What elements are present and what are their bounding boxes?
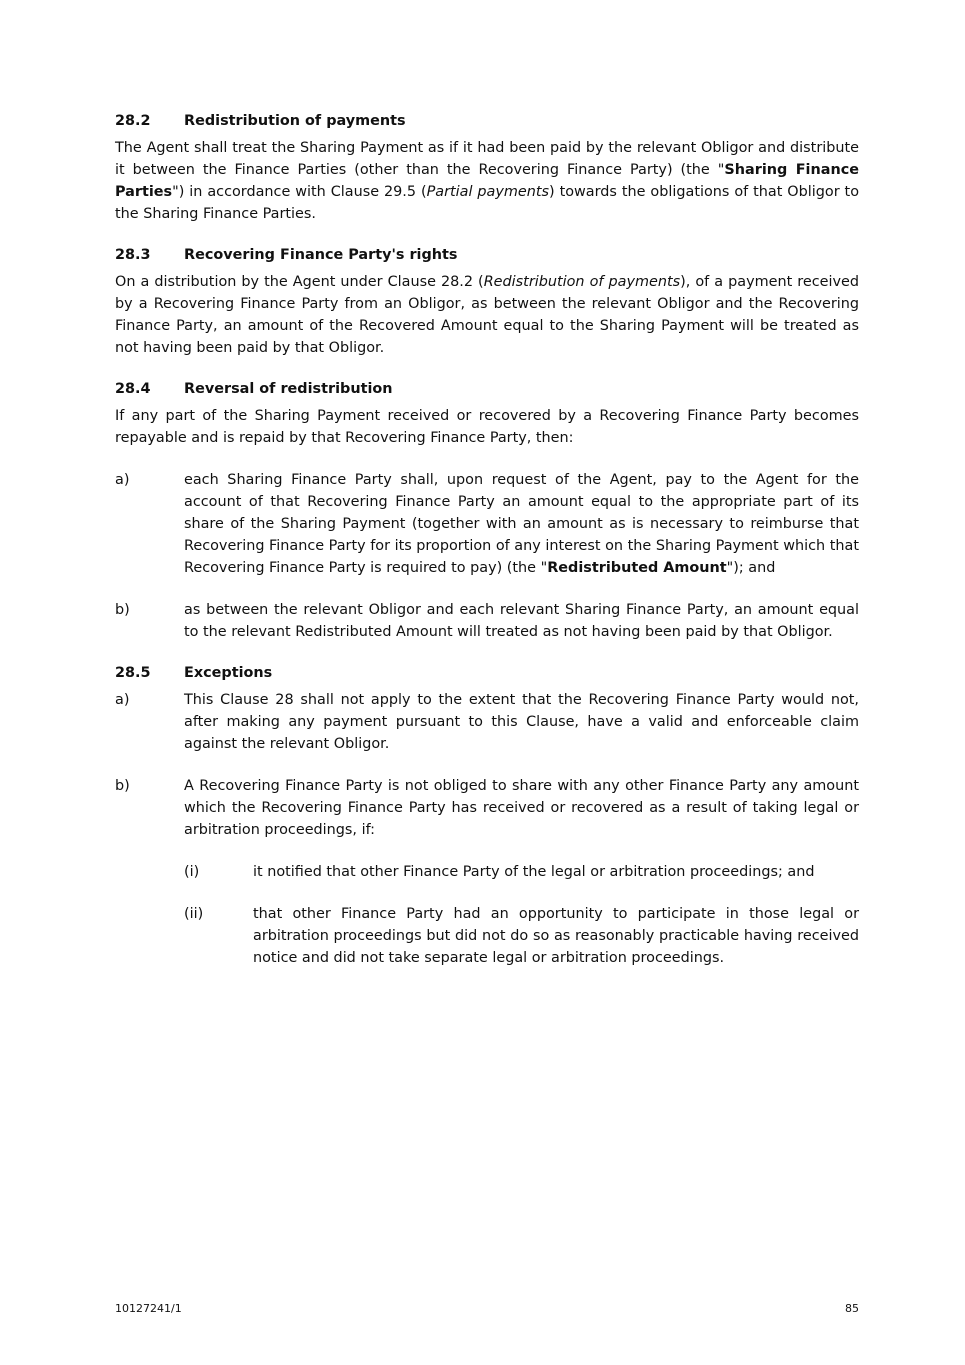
section-paragraph	[115, 271, 859, 359]
list-label: a)	[115, 472, 130, 488]
list-text: A Recovering Finance Party is not obliged to share with any other Finance Party any amount which the Recovering Finance Party has received or recovered as a result of taking legal or arbitration proceedings, if:	[184, 778, 859, 838]
list-text: This Clause 28 shall not apply to the extent that the Recovering Finance Party would not, after making any payment pursuant to this Clause, have a valid and enforceable claim against the relevant Obligor.	[184, 692, 859, 752]
section-number: 28.5	[115, 665, 151, 681]
page-number: 85	[845, 1302, 859, 1315]
section-heading	[115, 662, 859, 684]
section-title: Redistribution of payments	[184, 113, 406, 129]
list-text: it notified that other Finance Party of the legal or arbitration proceedings; and	[253, 864, 815, 880]
paragraph-text: "); and	[726, 560, 776, 576]
list-text: that other Finance Party had an opportunity to participate in those legal or arbitration proceedings but did not do so as reasonably practicable having received notice and did not take separate legal or arbitration proceedings.	[253, 906, 859, 966]
section-heading	[115, 110, 859, 132]
section-title: Exceptions	[184, 665, 273, 681]
page-footer	[115, 1302, 859, 1315]
section-heading	[115, 244, 859, 266]
paragraph-text: each Sharing Finance Party shall, upon request of the Agent, pay to the Agent for the account of that Recovering Finance Party an amount equal to the appropriate part of its share of the Sharing Payment (together with an amount as is necessary to reimburse that Recovering Finance Party for its proportion of any interest on the Sharing Payment which that Recovering Finance Party is required to pay) (the "	[184, 472, 859, 576]
paragraph-text: ) towards the obligations of that Obligor to the Sharing Finance Parties.	[115, 184, 860, 222]
list-item	[115, 599, 859, 643]
paragraph-text: ") in accordance with Clause 29.5 (	[172, 184, 427, 200]
list-label: (ii)	[184, 906, 204, 922]
defined-term: Sharing Finance Parties	[115, 162, 859, 200]
clause-reference: Partial payments	[426, 184, 550, 200]
paragraph-text: On a distribution by the Agent under Clause 28.2 (	[115, 274, 484, 290]
list-item	[115, 469, 859, 579]
section-28-2	[115, 110, 859, 225]
section-heading	[115, 378, 859, 400]
list-label: b)	[115, 778, 130, 794]
list-label: a)	[115, 692, 130, 708]
section-paragraph	[115, 137, 859, 225]
section-title: Recovering Finance Party's rights	[184, 247, 458, 263]
section-number: 28.4	[115, 381, 151, 397]
section-28-4	[115, 378, 859, 643]
section-28-3	[115, 244, 859, 359]
document-page	[115, 110, 859, 989]
list-label: b)	[115, 602, 130, 618]
sub-list-item	[184, 861, 859, 883]
section-number: 28.3	[115, 247, 151, 263]
paragraph-text: The Agent shall treat the Sharing Payment as if it had been paid by the relevant Obligor and distribute it between the Finance Parties (other than the Recovering Finance Party) (the "	[115, 140, 859, 178]
list-text: as between the relevant Obligor and each relevant Sharing Finance Party, an amount equal to the relevant Redistributed Amount will treated as not having been paid by that Obligor.	[184, 602, 859, 640]
list-item	[115, 689, 859, 755]
defined-term: Redistributed Amount	[547, 560, 727, 576]
document-reference: 10127241/1	[115, 1302, 182, 1315]
section-paragraph: If any part of the Sharing Payment received or recovered by a Recovering Finance Party becomes repayable and is repaid by that Recovering Finance Party, then:	[115, 408, 859, 446]
clause-reference: Redistribution of payments	[483, 274, 681, 290]
list-label: (i)	[184, 864, 200, 880]
paragraph-text: ), of a payment received by a Recovering Finance Party from an Obligor, as between the relevant Obligor and the Recovering Finance Party, an amount of the Recovered Amount equal to the Sharing Payment will be treated as not having been paid by that Obligor.	[115, 274, 859, 356]
section-number: 28.2	[115, 113, 151, 129]
sub-list-item	[184, 903, 859, 969]
section-title: Reversal of redistribution	[184, 381, 393, 397]
section-28-5	[115, 662, 859, 969]
list-item	[115, 775, 859, 841]
list-text	[184, 469, 859, 579]
